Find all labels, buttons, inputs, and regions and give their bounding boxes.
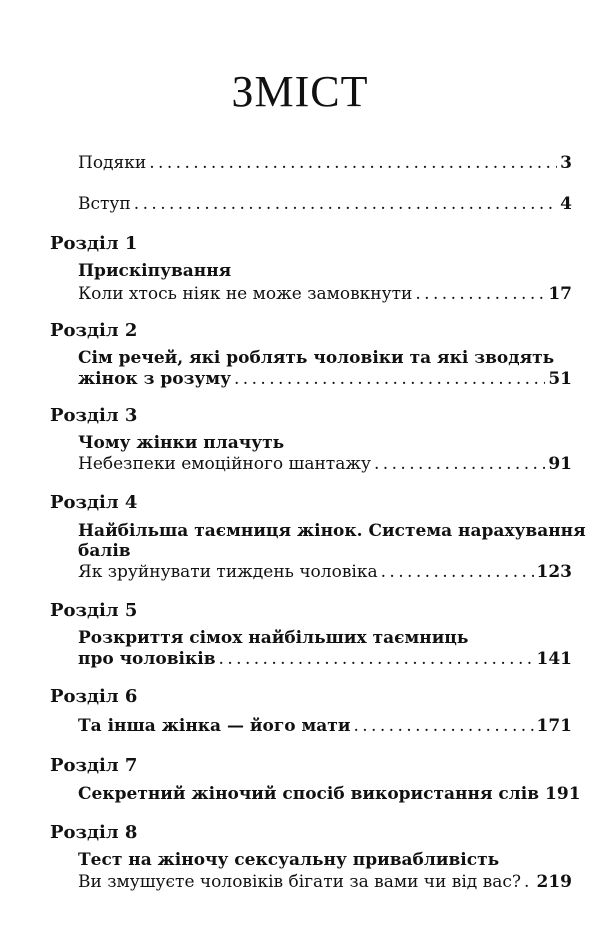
leader-dots	[524, 871, 534, 893]
leader-dots	[149, 152, 557, 174]
chapter-label: Розділ 8	[50, 822, 138, 843]
entry-page: 171	[536, 716, 572, 736]
leader-dots	[134, 193, 557, 215]
entry-page: 219	[536, 872, 572, 892]
entry-page: 51	[548, 369, 572, 389]
leader-dots	[353, 715, 533, 737]
page-title: ЗМІСТ	[231, 67, 369, 116]
chapter-title: Секретний жіночий спосіб використання слів	[78, 784, 540, 804]
entry-page: 17	[548, 284, 572, 304]
chapter-title-cont: про чоловіків	[78, 649, 216, 669]
leader-dots	[381, 561, 534, 583]
entry-subtitle: Небезпеки емоційного шантажу	[78, 454, 371, 474]
chapter-title[interactable]: Чому жінки плачуть	[78, 433, 285, 453]
chapter-title[interactable]: Тест на жіночу сексуальну привабливість	[78, 850, 500, 870]
chapter-title[interactable]: Розкриття сімох найбільших таємниць	[78, 628, 469, 648]
chapter-label: Розділ 7	[50, 755, 138, 776]
toc-entry-chapter-8[interactable]	[78, 871, 572, 893]
leader-dots	[415, 283, 545, 305]
entry-title: Подяки	[78, 153, 147, 173]
chapter-title[interactable]: Сім речей, які роблять чоловіки та які зводять	[78, 348, 555, 368]
toc-entry-chapter-5[interactable]	[78, 648, 572, 670]
toc-entry-chapter-2[interactable]	[78, 368, 572, 390]
chapter-label: Розділ 5	[50, 600, 138, 621]
toc-entry-chapter-6[interactable]	[78, 715, 572, 737]
entry-subtitle: Як зруйнувати тиждень чоловіка	[78, 562, 378, 582]
toc-entry-chapter-7[interactable]	[78, 783, 581, 805]
leader-dots	[234, 368, 545, 390]
chapter-label: Розділ 2	[50, 320, 138, 341]
chapter-title-cont: жінок з розуму	[78, 369, 231, 389]
toc-entry-chapter-3[interactable]	[78, 453, 572, 475]
entry-title: Вступ	[78, 194, 131, 214]
leader-dots	[219, 648, 534, 670]
chapter-title-cont: балів	[78, 541, 131, 561]
toc-entry-acknowledgements[interactable]	[78, 152, 572, 174]
chapter-title[interactable]: Прискіпування	[78, 261, 232, 281]
chapter-title[interactable]: Найбільша таємниця жінок. Система нарахування	[78, 521, 586, 541]
chapter-title: Та інша жінка — його мати	[78, 716, 351, 736]
entry-page: 123	[536, 562, 572, 582]
leader-dots	[374, 453, 545, 475]
chapter-label: Розділ 4	[50, 492, 138, 513]
chapter-label: Розділ 3	[50, 405, 138, 426]
entry-page: 191	[545, 784, 581, 804]
entry-subtitle: Коли хтось ніяк не може замовкнути	[78, 284, 413, 304]
toc-entry-introduction[interactable]	[78, 193, 572, 215]
entry-page: 91	[548, 454, 572, 474]
entry-subtitle: Ви змушуєте чоловіків бігати за вами чи від вас?	[78, 872, 521, 892]
toc-entry-chapter-1[interactable]	[78, 283, 572, 305]
entry-page: 141	[536, 649, 572, 669]
chapter-label: Розділ 6	[50, 686, 138, 707]
chapter-label: Розділ 1	[50, 233, 138, 254]
entry-page: 4	[560, 194, 572, 214]
toc-entry-chapter-4[interactable]	[78, 561, 572, 583]
entry-page: 3	[560, 153, 572, 173]
